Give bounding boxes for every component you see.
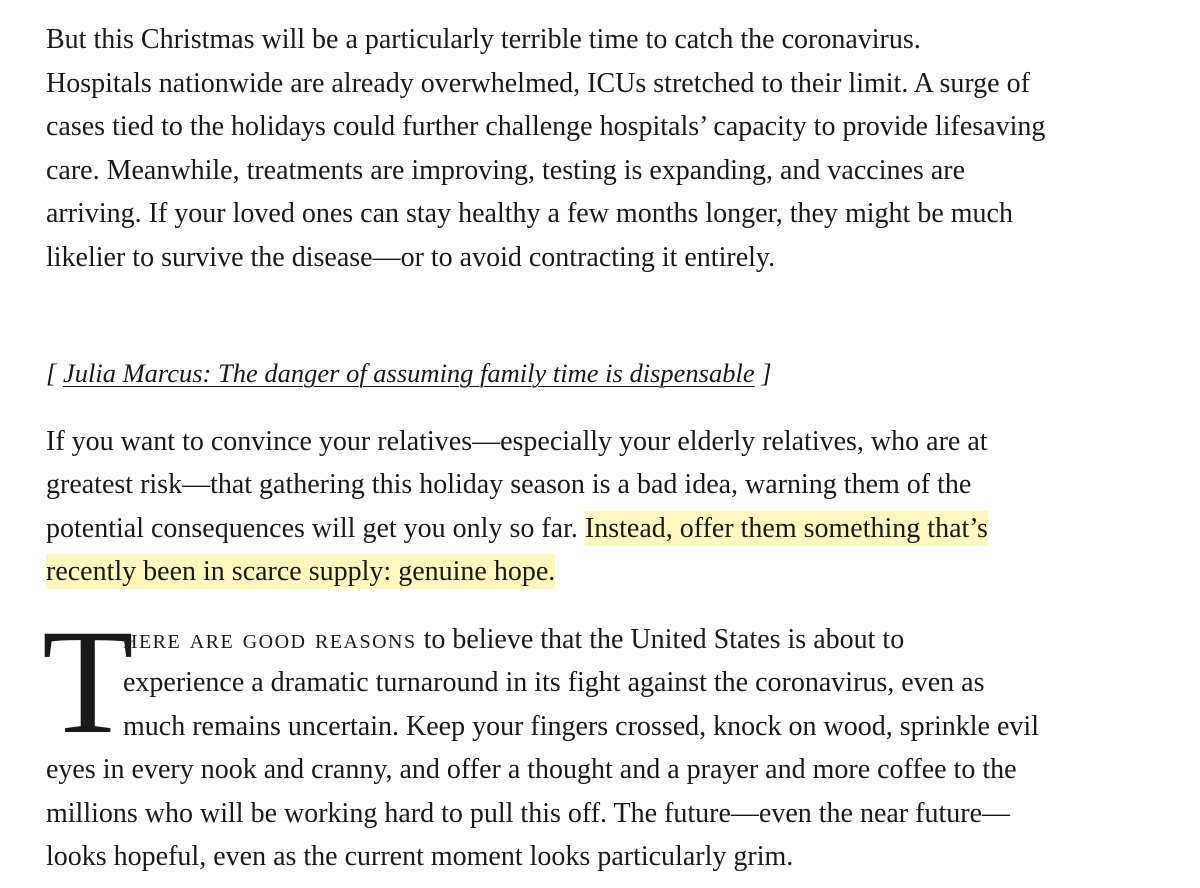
text-line (46, 507, 1156, 551)
text-line: much remains uncertain. Keep your fingers crossed, knock on wood, sprinkle evil (123, 710, 1039, 742)
text-line: But this Christmas will be a particularly terrible time to catch the coronavirus. (46, 24, 921, 55)
highlighted-text: recently been in scarce supply: genuine hope. (46, 556, 556, 587)
text-line: experience a dramatic turnaround in its fight against the coronavirus, even as (123, 667, 985, 698)
text-line: cases tied to the holidays could further challenge hospitals’ capacity to provide lifesaving (46, 111, 1046, 142)
text-line: If you want to convince your relatives—especially your elderly relatives, who are at (46, 425, 988, 457)
paragraph-christmas (46, 18, 1156, 279)
text-line: looks hopeful, even as the current moment looks particularly grim. (46, 841, 794, 872)
related-article-link[interactable]: Julia Marcus: The danger of assuming family time is dispensable (62, 358, 755, 388)
related-article-callout (46, 352, 1156, 396)
open-bracket: [ (46, 358, 63, 388)
highlighted-text: Instead, offer them something that’s (584, 512, 988, 544)
paragraph-good-reasons (42, 598, 1156, 879)
text-segment: to believe that the United States is about to (416, 623, 905, 655)
paragraph-relatives (46, 420, 1156, 594)
text-line (46, 550, 1156, 594)
text-line: millions who will be working hard to pull this off. The future—even the near future— (46, 797, 1010, 829)
article-body (42, 18, 1156, 879)
text-segment: potential consequences will get you only so far. (46, 512, 585, 544)
text-line: eyes in every nook and cranny, and offer a thought and a prayer and more coffee to the (46, 754, 1017, 785)
drop-cap: T (42, 598, 134, 765)
text-line: care. Meanwhile, treatments are improving, testing is expanding, and vaccines are (46, 154, 965, 186)
text-line: greatest risk—that gathering this holiday season is a bad idea, warning them of the (46, 469, 972, 500)
text-line: arriving. If your loved ones can stay healthy a few months longer, they might be much (46, 198, 1013, 229)
close-bracket: ] (754, 358, 772, 388)
text-line (46, 618, 1156, 662)
text-line: likelier to survive the disease—or to avoid contracting it entirely. (46, 241, 776, 273)
smallcaps-lead-in: here are good reasons (123, 623, 417, 655)
text-line: Hospitals nationwide are already overwhelmed, ICUs stretched to their limit. A surge of (46, 67, 1030, 99)
